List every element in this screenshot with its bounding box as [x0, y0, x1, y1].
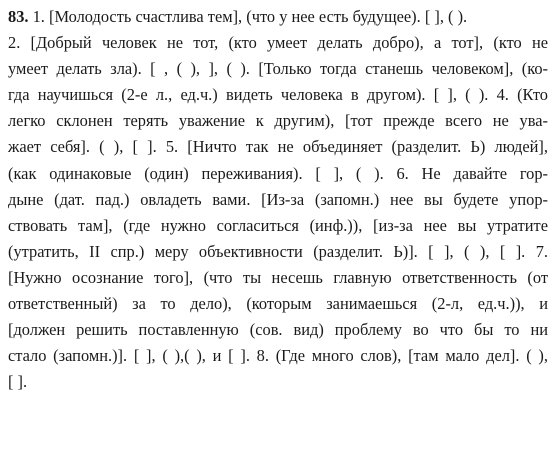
exercise-number: 83.: [8, 7, 29, 26]
text-line-13: [должен решить поставленную (сов. вид) проблему во что бы то ни: [8, 320, 548, 340]
text-line-2: 2. [Добрый человек не тот, (кто умеет делать добро), а тот], (кто не: [8, 33, 548, 53]
text-line-8: дыне (дат. пад.) овладеть вами. [Из-за (запомн.) нее вы будете упор-: [8, 189, 548, 209]
text-line-9: ствовать там], (где нужно согласиться (инф.)), [из-за нее вы утратите: [8, 215, 548, 235]
text-line-3: умеет делать зла). [ , ( ), ], ( ). [Только тогда станешь человеком], (ко-: [8, 59, 548, 79]
text-line-5: легко склонен терять уважение к другим), [тот прежде всего не ува-: [8, 111, 548, 131]
text-line-11: [Нужно осознание того], (что ты несешь главную ответственность (от: [8, 267, 548, 287]
text-line-7: (как одинаковые (один) переживания). [ ], ( ). 6. Не давайте гор-: [8, 163, 548, 183]
text-line-6: жает себя]. ( ), [ ]. 5. [Ничто так не объединяет (разделит. Ь) людей],: [8, 137, 548, 157]
text-line-12: ответственный) за то дело), (которым занимаешься (2-л, ед.ч.)), и: [8, 294, 548, 314]
text-line-14: стало (запомн.)]. [ ], ( ),( ), и [ ]. 8. (Где много слов), [там мало дел]. ( ),: [8, 346, 548, 366]
exercise-text: [8, 4, 548, 395]
text-line-4: гда научишься (2-е л., ед.ч.) видеть человека в другом). [ ], ( ). 4. (Кто: [8, 85, 548, 105]
text-line-1: [8, 4, 548, 30]
text-line-1-content: 1. [Молодость счастлива тем], (что у нее есть будущее). [ ], ( ).: [28, 7, 468, 26]
text-line-15: [ ].: [8, 372, 28, 392]
text-line-10: (утратить, II спр.) меру объективности (разделит. Ь)]. [ ], ( ), [ ]. 7.: [8, 241, 548, 261]
